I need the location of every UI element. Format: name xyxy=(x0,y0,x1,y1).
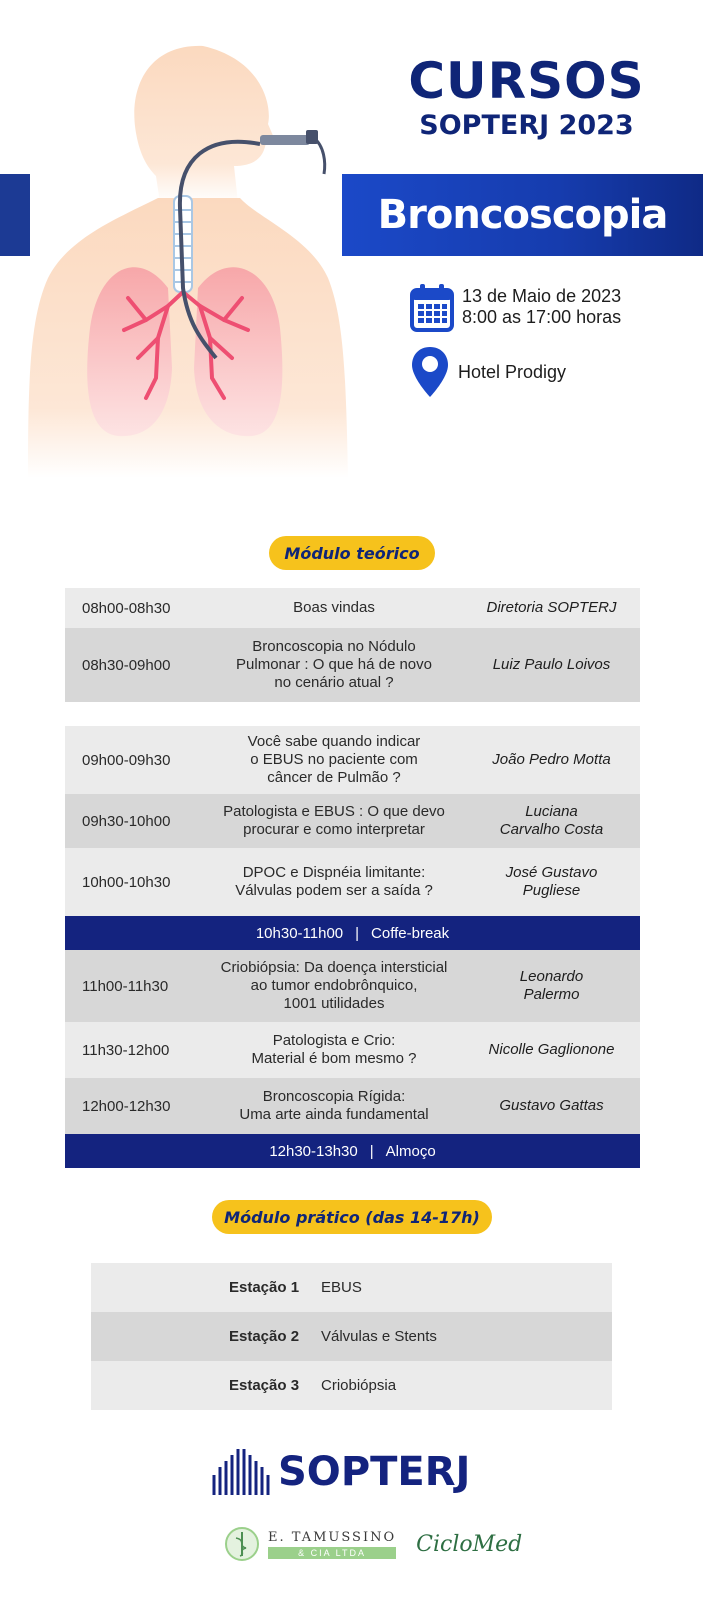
event-location: Hotel Prodigy xyxy=(458,361,567,382)
map-pin-icon xyxy=(410,345,450,399)
session-topic: Criobiópsia: Da doença intersticial ao tumor endobrônquico, 1001 utilidades xyxy=(220,959,448,1012)
table-row xyxy=(65,726,640,794)
session-topic: Boas vindas xyxy=(293,599,375,616)
session-speaker: José Gustavo Pugliese xyxy=(505,864,598,899)
station-description: Válvulas e Stents xyxy=(321,1328,437,1345)
org-name: SOPTERJ xyxy=(278,1449,471,1495)
session-topic: Você sabe quando indicar o EBUS no paciente com câncer de Pulmão ? xyxy=(247,733,421,786)
table-row xyxy=(65,1022,640,1078)
station-description: Criobiópsia xyxy=(321,1377,397,1394)
course-title: Broncoscopia xyxy=(377,192,668,238)
lunch-break-row xyxy=(65,1134,640,1168)
table-row xyxy=(65,628,640,702)
theory-module-label: Módulo teórico xyxy=(269,536,435,570)
session-time: 11h30-12h00 xyxy=(82,1041,170,1059)
table-row xyxy=(65,588,640,628)
break-label: Almoço xyxy=(385,1142,436,1160)
session-time: 08h30-09h00 xyxy=(82,656,171,674)
session-time: 09h30-10h00 xyxy=(82,812,171,830)
session-time: 11h00-11h30 xyxy=(82,977,169,995)
schedule-block-2 xyxy=(65,726,640,1168)
page-title: CURSOS xyxy=(408,52,645,110)
session-speaker: Leonardo Palermo xyxy=(519,968,584,1003)
break-label: Coffe-break xyxy=(371,924,450,942)
coffee-break-row xyxy=(65,916,640,950)
session-time: 09h00-09h30 xyxy=(82,751,171,769)
table-row xyxy=(91,1263,612,1312)
page-subtitle: SOPTERJ 2023 xyxy=(419,110,634,141)
caduceus-icon xyxy=(224,1526,260,1562)
table-row xyxy=(65,1078,640,1134)
station-name: Estação 3 xyxy=(229,1377,300,1394)
table-row xyxy=(91,1312,612,1361)
sponsor-name: CicloMed xyxy=(416,1531,523,1557)
session-speaker: Luciana Carvalho Costa xyxy=(499,803,604,838)
session-speaker: João Pedro Motta xyxy=(492,751,611,768)
practice-module-label: Módulo prático (das 14-17h) xyxy=(212,1200,492,1234)
station-name: Estação 1 xyxy=(229,1279,300,1296)
session-speaker: Nicolle Gaglionone xyxy=(488,1041,615,1058)
session-speaker: Gustavo Gattas xyxy=(499,1097,604,1114)
ciclomed-logo xyxy=(416,1532,522,1557)
tamussino-logo xyxy=(224,1526,396,1562)
event-date-row xyxy=(410,282,621,332)
table-row xyxy=(65,794,640,848)
session-speaker: Diretoria SOPTERJ xyxy=(486,599,617,616)
schedule-block-1 xyxy=(65,588,640,702)
session-time: 10h00-10h30 xyxy=(82,873,171,891)
sopterj-logo xyxy=(210,1445,470,1499)
session-topic: Broncoscopia no Nódulo Pulmonar : O que há de novo no cenário atual ? xyxy=(236,638,432,691)
course-banner xyxy=(342,174,703,256)
station-name: Estação 2 xyxy=(229,1328,300,1345)
session-speaker: Luiz Paulo Loivos xyxy=(492,656,611,673)
session-topic: Broncoscopia Rígida: Uma arte ainda fundamental xyxy=(239,1088,429,1123)
station-description: EBUS xyxy=(321,1279,362,1296)
session-time: 12h00-12h30 xyxy=(82,1097,171,1115)
sponsors xyxy=(224,1526,522,1562)
break-time: 12h30-13h30 xyxy=(269,1142,358,1160)
session-time: 08h00-08h30 xyxy=(82,599,171,617)
stations-table xyxy=(91,1263,612,1410)
break-separator: | xyxy=(369,1142,374,1160)
break-time: 10h30-11h00 xyxy=(255,924,344,942)
accent-bar xyxy=(0,174,30,256)
sponsor-subtitle: & CIA LTDA xyxy=(268,1547,396,1559)
lungs-logo-icon xyxy=(210,1445,272,1499)
session-topic: Patologista e EBUS : O que devo procurar e como interpretar xyxy=(223,803,445,838)
sponsor-name: E. TAMUSSINO xyxy=(268,1529,397,1545)
event-date: 13 de Maio de 2023 xyxy=(462,286,622,306)
table-row xyxy=(91,1361,612,1410)
event-location-row xyxy=(410,345,566,399)
table-row xyxy=(65,950,640,1022)
lungs-illustration xyxy=(28,38,348,478)
event-hours: 8:00 as 17:00 horas xyxy=(462,307,622,327)
table-row xyxy=(65,848,640,916)
session-topic: Patologista e Crio: Material é bom mesmo ? xyxy=(251,1032,417,1067)
break-separator: | xyxy=(355,924,360,942)
session-topic: DPOC e Dispnéia limitante: Válvulas podem ser a saída ? xyxy=(235,864,433,899)
calendar-icon xyxy=(410,282,454,332)
